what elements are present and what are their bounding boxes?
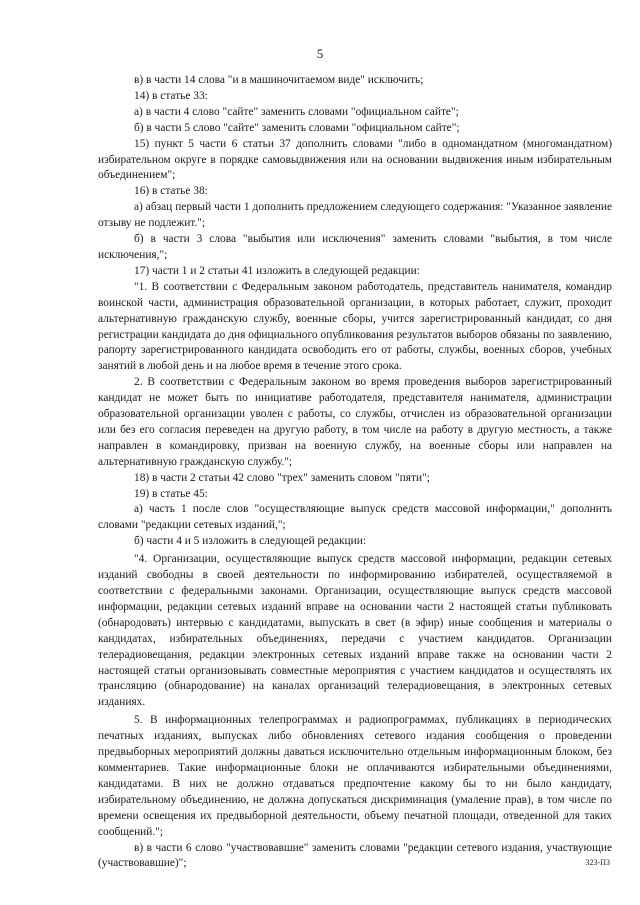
paragraph: 15) пункт 5 части 6 статьи 37 дополнить словами "либо в одномандатном (многомандатном) избирательном округе в порядке самовыдвижения или на основании выдвижения иным избирательным объединением";: [98, 137, 612, 182]
document-code: 323-ПЗ: [585, 858, 610, 867]
paragraph: 2. В соответствии с Федеральным законом во время проведения выборов зарегистрированный кандидат не может быть по инициативе работодателя, представителя нанимателя, администрации образовательной организации уволен с работы, со службы, отчислен из образовательной организации или без его согласия переведен на другую работу, в том числе на работу в другую местность, а также направлен в командировку, призван на военную службу, на военные сборы или направлен на альтернативную гражданскую службу.";: [98, 376, 612, 468]
paragraph: а) абзац первый части 1 дополнить предложением следующего содержания: "Указанное заявление отзыву не подлежит.";: [98, 201, 612, 230]
paragraph: 16) в статье 38:: [134, 185, 208, 198]
paragraph: а) в части 4 слово "сайте" заменить словами "официальном сайте";: [134, 105, 459, 118]
paragraph: "1. В соответствии с Федеральным законом работодатель, представитель нанимателя, командир воинской части, администрация образовательной организации, в которых работает, служит, проходит альтернативную гражданскую службу, военные сборы, учится зарегистрированный кандидат, со дня регистрации кандидата до дня официального опубликования результатов выборов обязаны по заявлению, рапорту зарегистрированного кандидата освободить его от работы, службы, военных сборов, учебных занятий в любой день и на любое время в течение этого срока.: [98, 280, 612, 373]
paragraph: б) в части 3 слова "выбытия или исключения" заменить словами "выбытия, в том числе исключения,";: [98, 233, 612, 261]
paragraph: а) часть 1 после слов "осуществляющие выпуск средств массовой информации," дополнить словами "редакции сетевых изданий,";: [98, 503, 612, 532]
paragraph: в) в части 14 слова "и в машиночитаемом виде" исключить;: [134, 74, 424, 86]
paragraph: 17) части 1 и 2 статьи 41 изложить в следующей редакции:: [134, 264, 420, 277]
paragraph: 14) в статье 33:: [134, 89, 208, 102]
paragraph: 5. В информационных телепрограммах и радиопрограммах, публикациях в периодических печатных изданиях, выпусках либо обновлениях сетевого издания сообщения о проведении предвыборных мероприятий должны даваться исключительно отдельным информационным блоком, без комментариев. Такие информационные блоки не оплачиваются избирательными объединениями, кандидатами. В них не должно отдаваться предпочтение какому бы то ни было кандидату, избирательному объединению, не должна допускаться дискриминация (умаление прав), в том числе по времени освещения их предвыборной деятельности, объему печатной площади, отведенной для таких сообщений.";: [98, 714, 612, 838]
paragraph: б) в части 5 слово "сайте" заменить словами "официальном сайте";: [134, 121, 460, 134]
paragraph: 19) в статье 45:: [134, 487, 208, 500]
paragraph: "4. Организации, осуществляющие выпуск средств массовой информации, редакции сетевых изданий свободны в своей деятельности по информированию избирателей, осуществляемой в соответствии с федеральными законами. Организации, осуществляющие выпуск средств массовой информации, редакции сетевых изданий вправе на основании части 2 настоящей статьи публиковать (обнародовать) интервью с кандидатами, выпускать в свет (в эфир) иные сообщения и материалы о кандидатах, избирательных объединениях, передачи с участием кандидатов. Организации телерадиовещания, редакции электронных сетевых изданий вправе также на основании части 2 настоящей статьи организовывать совместные мероприятия с участием кандидатов и осуществлять их трансляцию (обнародование) на каналах организаций телерадиовещания, в электронных сетевых изданиях.: [98, 553, 612, 709]
page-number: 5: [316, 46, 324, 61]
paragraph: в) в части 6 слово "участвовавшие" заменить словами "редакции сетевого издания, участвующие (участвовавшие)";: [98, 841, 612, 870]
document-body: [98, 73, 612, 872]
paragraph: 18) в части 2 статьи 42 слово "трех" заменить словом "пяти";: [134, 471, 430, 484]
paragraph: б) части 4 и 5 изложить в следующей редакции:: [134, 535, 366, 548]
